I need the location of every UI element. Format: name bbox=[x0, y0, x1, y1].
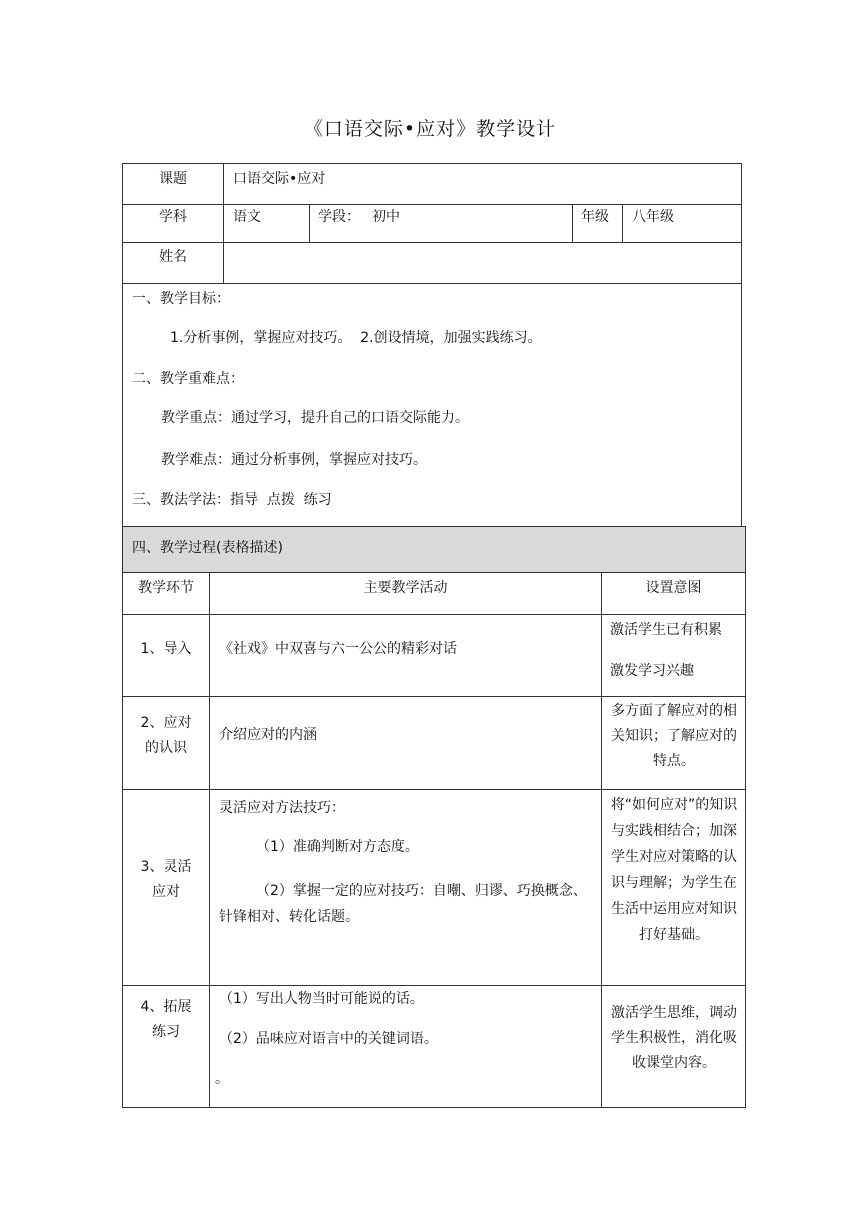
table-row-1-stage-cell bbox=[122, 614, 210, 697]
process-heading-cell bbox=[122, 526, 746, 573]
grade-label-cell bbox=[572, 204, 623, 243]
subject-value: 语文 bbox=[233, 209, 261, 225]
row-4-activity-line-3: 。 bbox=[215, 1071, 229, 1087]
header-stage-cell bbox=[122, 572, 210, 615]
stage-cell bbox=[309, 204, 573, 243]
subject-label-cell bbox=[122, 204, 224, 243]
goals-block bbox=[122, 283, 742, 527]
table-row-2-intent-cell bbox=[601, 696, 746, 790]
stage-value: 初中 bbox=[372, 209, 400, 225]
table-row-2-activity-cell bbox=[209, 696, 602, 790]
process-heading: 四、教学过程(表格描述) bbox=[132, 540, 283, 556]
keypoints-heading: 二、教学重难点： bbox=[132, 371, 244, 387]
name-label: 姓名 bbox=[159, 249, 187, 265]
goals-text: 1.分析事例，掌握应对技巧。 2.创设情境，加强实践练习。 bbox=[170, 330, 542, 346]
table-row-4-activity-cell bbox=[209, 985, 602, 1108]
header-activity-cell bbox=[209, 572, 602, 615]
row-4-intent: 激活学生思维，调动学生积极性，消化吸收课堂内容。 bbox=[611, 1005, 737, 1071]
row-3-intent: 将“如何应对”的知识与实践相结合；加深学生对应对策略的认识与理解；为学生在生活中运用应对知识打好基础。 bbox=[610, 797, 738, 943]
row-2-stage: 2、应对的认识 bbox=[140, 715, 192, 756]
header-activity: 主要教学活动 bbox=[363, 580, 448, 596]
row-3-activity-line-2: （1）准确判断对方态度。 bbox=[256, 839, 419, 855]
row-1-intent-line-2: 激发学习兴趣 bbox=[610, 663, 694, 679]
subject-label: 学科 bbox=[159, 209, 187, 225]
document-title: 《口语交际•应对》教学设计 bbox=[303, 118, 557, 140]
table-row-2-stage-cell bbox=[122, 696, 210, 790]
header-intent: 设置意图 bbox=[645, 580, 702, 596]
table-row-3-activity-cell bbox=[209, 789, 602, 986]
topic-value: 口语交际•应对 bbox=[233, 171, 326, 187]
table-row-3-intent-cell bbox=[601, 789, 746, 986]
name-value-cell bbox=[223, 242, 742, 284]
table-row-3-stage-cell bbox=[122, 789, 210, 986]
row-4-stage: 4、拓展练习 bbox=[140, 999, 192, 1040]
table-row-1-intent-cell bbox=[601, 614, 746, 697]
row-3-stage: 3、灵活应对 bbox=[140, 859, 192, 900]
subject-value-cell bbox=[223, 204, 310, 243]
difficulty-text: 教学难点：通过分析事例，掌握应对技巧。 bbox=[161, 452, 427, 468]
row-1-stage: 1、导入 bbox=[140, 641, 192, 657]
topic-label-cell bbox=[122, 163, 224, 205]
row-4-activity-line-1: （1）写出人物当时可能说的话。 bbox=[219, 991, 424, 1007]
grade-value: 八年级 bbox=[632, 209, 674, 225]
row-3-activity-line-3: （2）掌握一定的应对技巧：自嘲、归谬、巧换概念、针锋相对、转化话题。 bbox=[219, 883, 587, 925]
topic-value-cell bbox=[223, 163, 742, 205]
stage-label: 学段： bbox=[318, 209, 360, 225]
table-row-1-activity-cell bbox=[209, 614, 602, 697]
goals-heading: 一、教学目标： bbox=[132, 291, 230, 307]
grade-label: 年级 bbox=[581, 209, 609, 225]
row-2-intent: 多方面了解应对的相关知识；了解应对的特点。 bbox=[611, 703, 737, 769]
keypoint-text: 教学重点：通过学习，提升自己的口语交际能力。 bbox=[161, 410, 469, 426]
topic-label: 课题 bbox=[159, 171, 187, 187]
grade-value-cell bbox=[622, 204, 742, 243]
table-row-4-stage-cell bbox=[122, 985, 210, 1108]
method-text: 三、教法学法：指导 点拨 练习 bbox=[132, 492, 332, 508]
row-4-activity-line-2: （2）品味应对语言中的关键词语。 bbox=[219, 1031, 438, 1047]
row-1-intent-line-1: 激活学生已有积累 bbox=[610, 622, 722, 638]
row-1-activity: 《社戏》中双喜与六一公公的精彩对话 bbox=[219, 641, 457, 657]
header-intent-cell bbox=[601, 572, 746, 615]
table-row-4-intent-cell bbox=[601, 985, 746, 1108]
header-stage: 教学环节 bbox=[138, 580, 194, 596]
row-2-activity: 介绍应对的内涵 bbox=[219, 727, 317, 743]
row-3-activity-line-1: 灵活应对方法技巧： bbox=[219, 800, 345, 816]
name-label-cell bbox=[122, 242, 224, 284]
